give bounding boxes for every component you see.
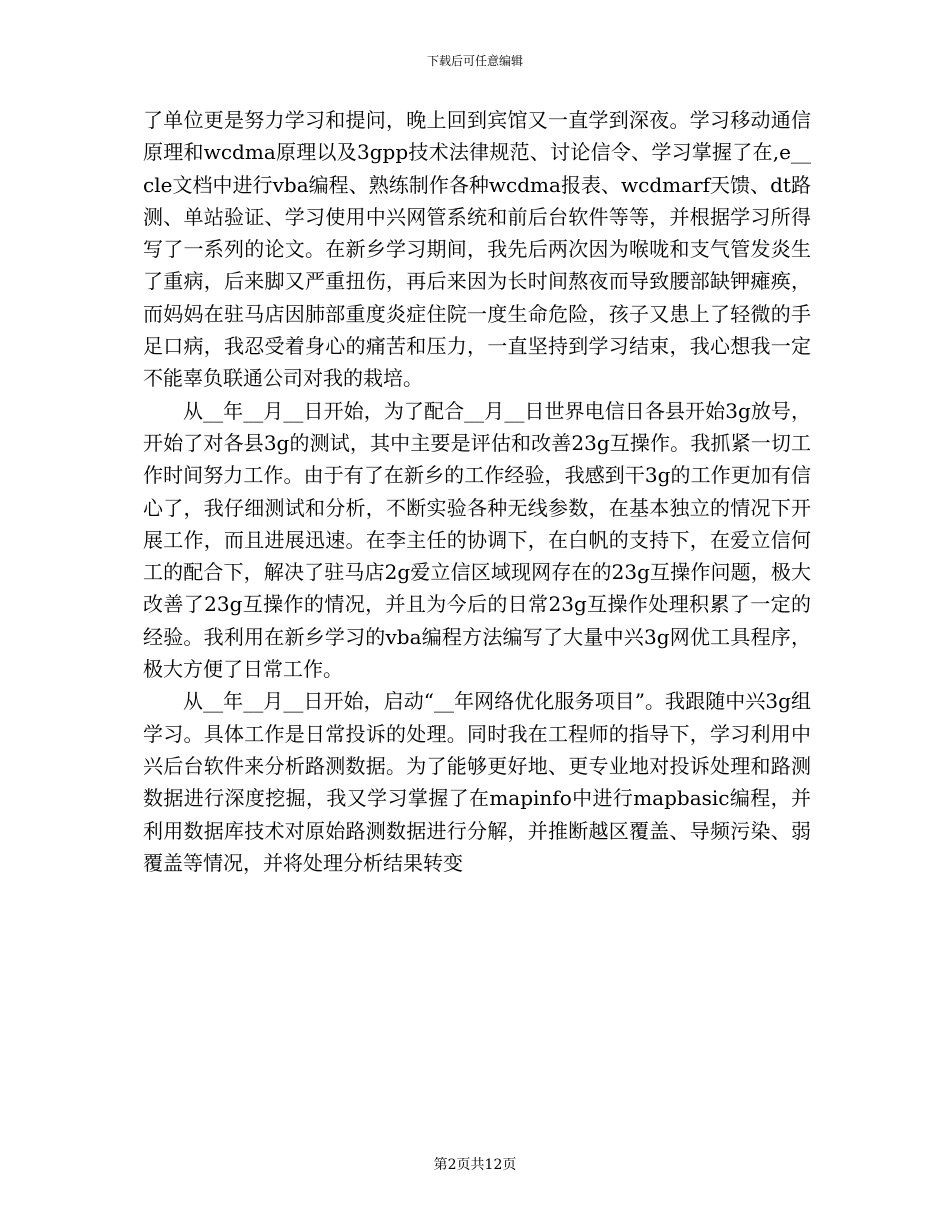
paragraph-continued: 了单位更是努力学习和提问，晚上回到宾馆又一直学到深夜。学习移动通信原理和wcdma原理以及3gpp技术法律规范、讨论信令、学习掌握了在,e__cle文档中进行vba编程、熟练制作各种wcdma报表、wcdmarf天馈、dt路测、单站验证、学习使用中兴网管系统和前后台软件等等，并根据学习所得写了一系列的论文。在新乡学习期间，我先后两次因为喉咙和支气管发炎生了重病，后来脚又严重扭伤，再后来因为长时间熬夜而导致腰部缺钾瘫痪，而妈妈在驻马店因肺部重度炎症住院一度生命危险，孩子又患上了轻微的手足口病，我忍受着身心的痛苦和压力，一直坚持到学习结束，我心想我一定不能辜负联通公司对我的栽培。 xyxy=(143,108,811,391)
paragraph: 从__年__月__日开始，启动“__年网络优化服务项目”。我跟随中兴3g组学习。具体工作是日常投诉的处理。同时我在工程师的指导下，学习利用中兴后台软件来分析路测数据。为了能够更好地、更专业地对投诉处理和路测数据进行深度挖掘，我又学习掌握了在mapinfo中进行mapbasic编程，并利用数据库技术对原始路测数据进行分解，并推断越区覆盖、导频污染、弱覆盖等情况，并将处理分析结果转变 xyxy=(143,689,811,875)
page-header: 下载后可任意编辑 xyxy=(426,54,523,68)
paragraph: 从__年__月__日开始，为了配合__月__日世界电信日各县开始3g放号，开始了对各县3g的测试，其中主要是评估和改善23g互操作。我抓紧一切工作时间努力工作。由于有了在新乡的工作经验，我感到干3g的工作更加有信心了，我仔细测试和分析，不断实验各种无线参数，在基本独立的情况下开展工作，而且进展迅速。在李主任的协调下，在白帆的支持下，在爱立信何工的配合下，解决了驻马店2g爱立信区域现网存在的23g互操作问题，极大改善了23g互操作的情况，并且为今后的日常23g互操作处理积累了一定的经验。我利用在新乡学习的vba编程方法编写了大量中兴3g网优工具程序，极大方便了日常工作。 xyxy=(143,398,811,682)
document-body xyxy=(143,104,811,879)
page-number: 第2页共12页 xyxy=(433,1157,517,1173)
